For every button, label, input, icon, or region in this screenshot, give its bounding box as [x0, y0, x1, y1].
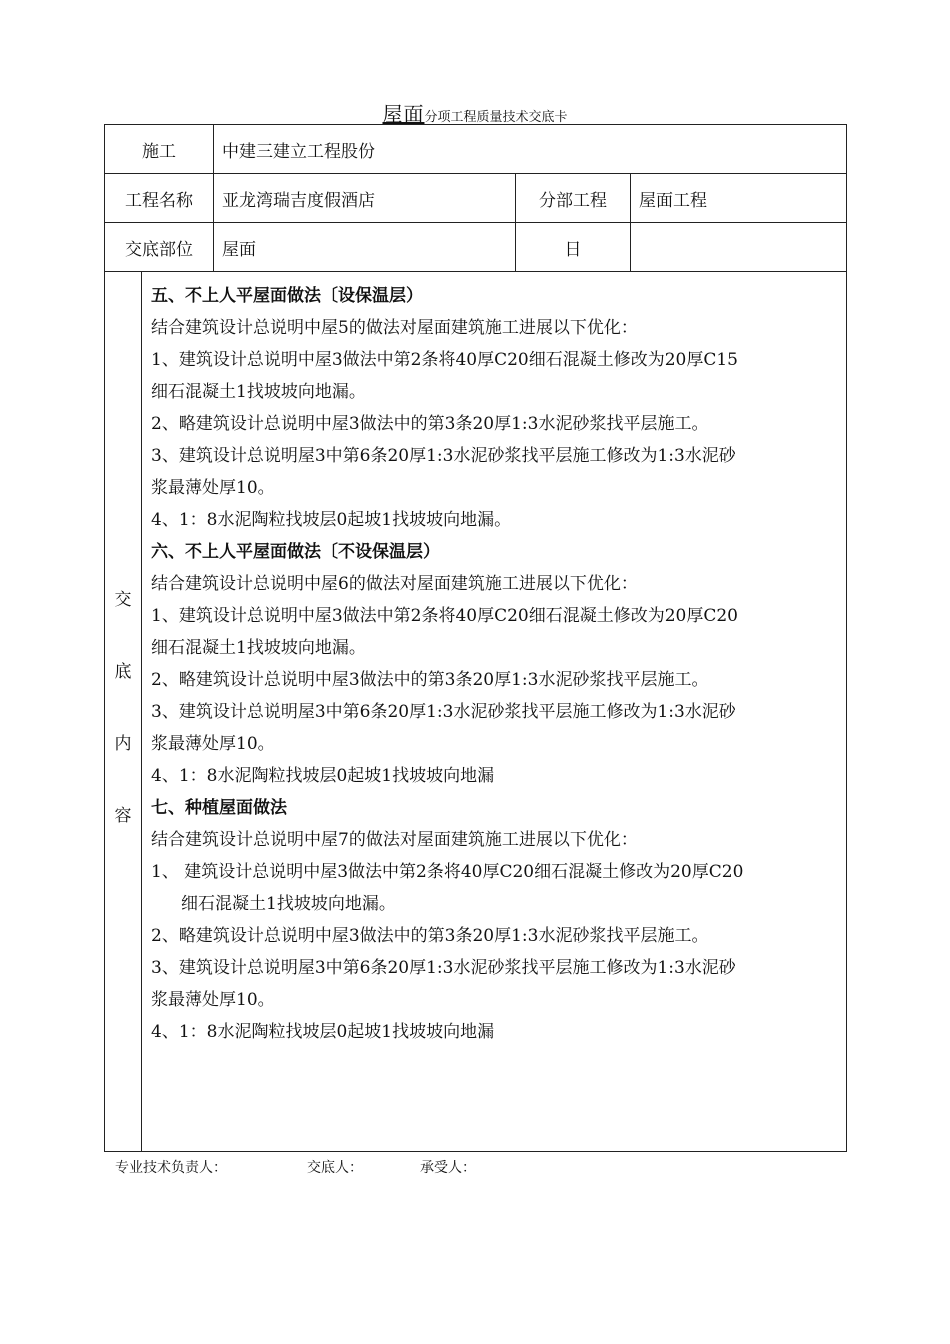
discloser-label: 交底人： — [307, 1160, 363, 1176]
content-line: 4、1：8水泥陶粒找坡层0起坡1找坡坡向地漏 — [151, 766, 495, 786]
content-line: 3、建筑设计总说明屋3中第6条20厚1:3水泥砂浆找平层施工修改为1:3水泥砂 — [151, 446, 736, 466]
content-line: 结合建筑设计总说明中屋6的做法对屋面建筑施工进展以下优化： — [151, 574, 638, 594]
content-line: 1、 建筑设计总说明中屋3做法中第2条将40厚C20细石混凝土修改为20厚C20 — [151, 862, 744, 882]
project-name-value: 亚龙湾瑞吉度假酒店 — [214, 174, 516, 223]
document-title — [0, 98, 950, 127]
location-value: 屋面 — [214, 223, 516, 272]
content-line: 1、建筑设计总说明中屋3做法中第2条将40厚C20细石混凝土修改为20厚C15 — [151, 350, 738, 370]
content-line: 2、略建筑设计总说明中屋3做法中的第3条20厚1:3水泥砂浆找平层施工。 — [151, 926, 709, 946]
side-char: 容 — [114, 806, 132, 826]
content-line: 结合建筑设计总说明中屋5的做法对屋面建筑施工进展以下优化： — [151, 318, 638, 338]
content-line: 浆最薄处厚10。 — [151, 990, 275, 1010]
content-line: 细石混凝土1找坡坡向地漏。 — [151, 638, 366, 658]
content-line: 1、建筑设计总说明中屋3做法中第2条将40厚C20细石混凝土修改为20厚C20 — [151, 606, 738, 626]
signature-footer — [115, 1157, 476, 1177]
tech-lead-label: 专业技术负责人： — [115, 1160, 227, 1176]
row-construction — [105, 125, 847, 174]
content-line: 细石混凝土1找坡坡向地漏。 — [151, 382, 366, 402]
section-heading: 六、不上人平屋面做法〔不设保温层） — [151, 542, 440, 562]
date-label: 日 — [516, 223, 631, 272]
section-heading: 七、种植屋面做法 — [151, 798, 287, 818]
row-project — [105, 174, 847, 223]
row-location — [105, 223, 847, 272]
content-line: 细石混凝土1找坡坡向地漏。 — [181, 894, 396, 914]
receiver-label: 承受人： — [420, 1160, 476, 1176]
title-suffix: 分项工程质量技术交底卡 — [424, 110, 568, 125]
section-heading: 五、不上人平屋面做法〔设保温层） — [151, 286, 423, 306]
construction-label: 施工 — [105, 125, 214, 174]
side-char: 底 — [114, 662, 132, 682]
content-side-label — [105, 272, 142, 1152]
content-line: 3、建筑设计总说明屋3中第6条20厚1:3水泥砂浆找平层施工修改为1:3水泥砂 — [151, 958, 736, 978]
content-line: 4、1：8水泥陶粒找坡层0起坡1找坡坡向地漏。 — [151, 510, 512, 530]
location-label: 交底部位 — [105, 223, 214, 272]
disclosure-table — [104, 124, 847, 1152]
content-body — [142, 272, 847, 1152]
content-line: 4、1：8水泥陶粒找坡层0起坡1找坡坡向地漏 — [151, 1022, 495, 1042]
construction-value: 中建三建立工程股份 — [214, 125, 847, 174]
division-value: 屋面工程 — [631, 174, 847, 223]
division-label: 分部工程 — [516, 174, 631, 223]
content-line: 3、建筑设计总说明屋3中第6条20厚1:3水泥砂浆找平层施工修改为1:3水泥砂 — [151, 702, 736, 722]
content-line: 2、略建筑设计总说明中屋3做法中的第3条20厚1:3水泥砂浆找平层施工。 — [151, 414, 709, 434]
content-line: 结合建筑设计总说明中屋7的做法对屋面建筑施工进展以下优化： — [151, 830, 638, 850]
project-name-label: 工程名称 — [105, 174, 214, 223]
content-line: 浆最薄处厚10。 — [151, 478, 275, 498]
date-value — [631, 223, 847, 272]
title-prefix: 屋面 — [382, 102, 425, 126]
content-line: 浆最薄处厚10。 — [151, 734, 275, 754]
side-char: 内 — [114, 734, 132, 754]
content-line: 2、略建筑设计总说明中屋3做法中的第3条20厚1:3水泥砂浆找平层施工。 — [151, 670, 709, 690]
row-content — [105, 272, 847, 1152]
side-char: 交 — [114, 590, 132, 610]
